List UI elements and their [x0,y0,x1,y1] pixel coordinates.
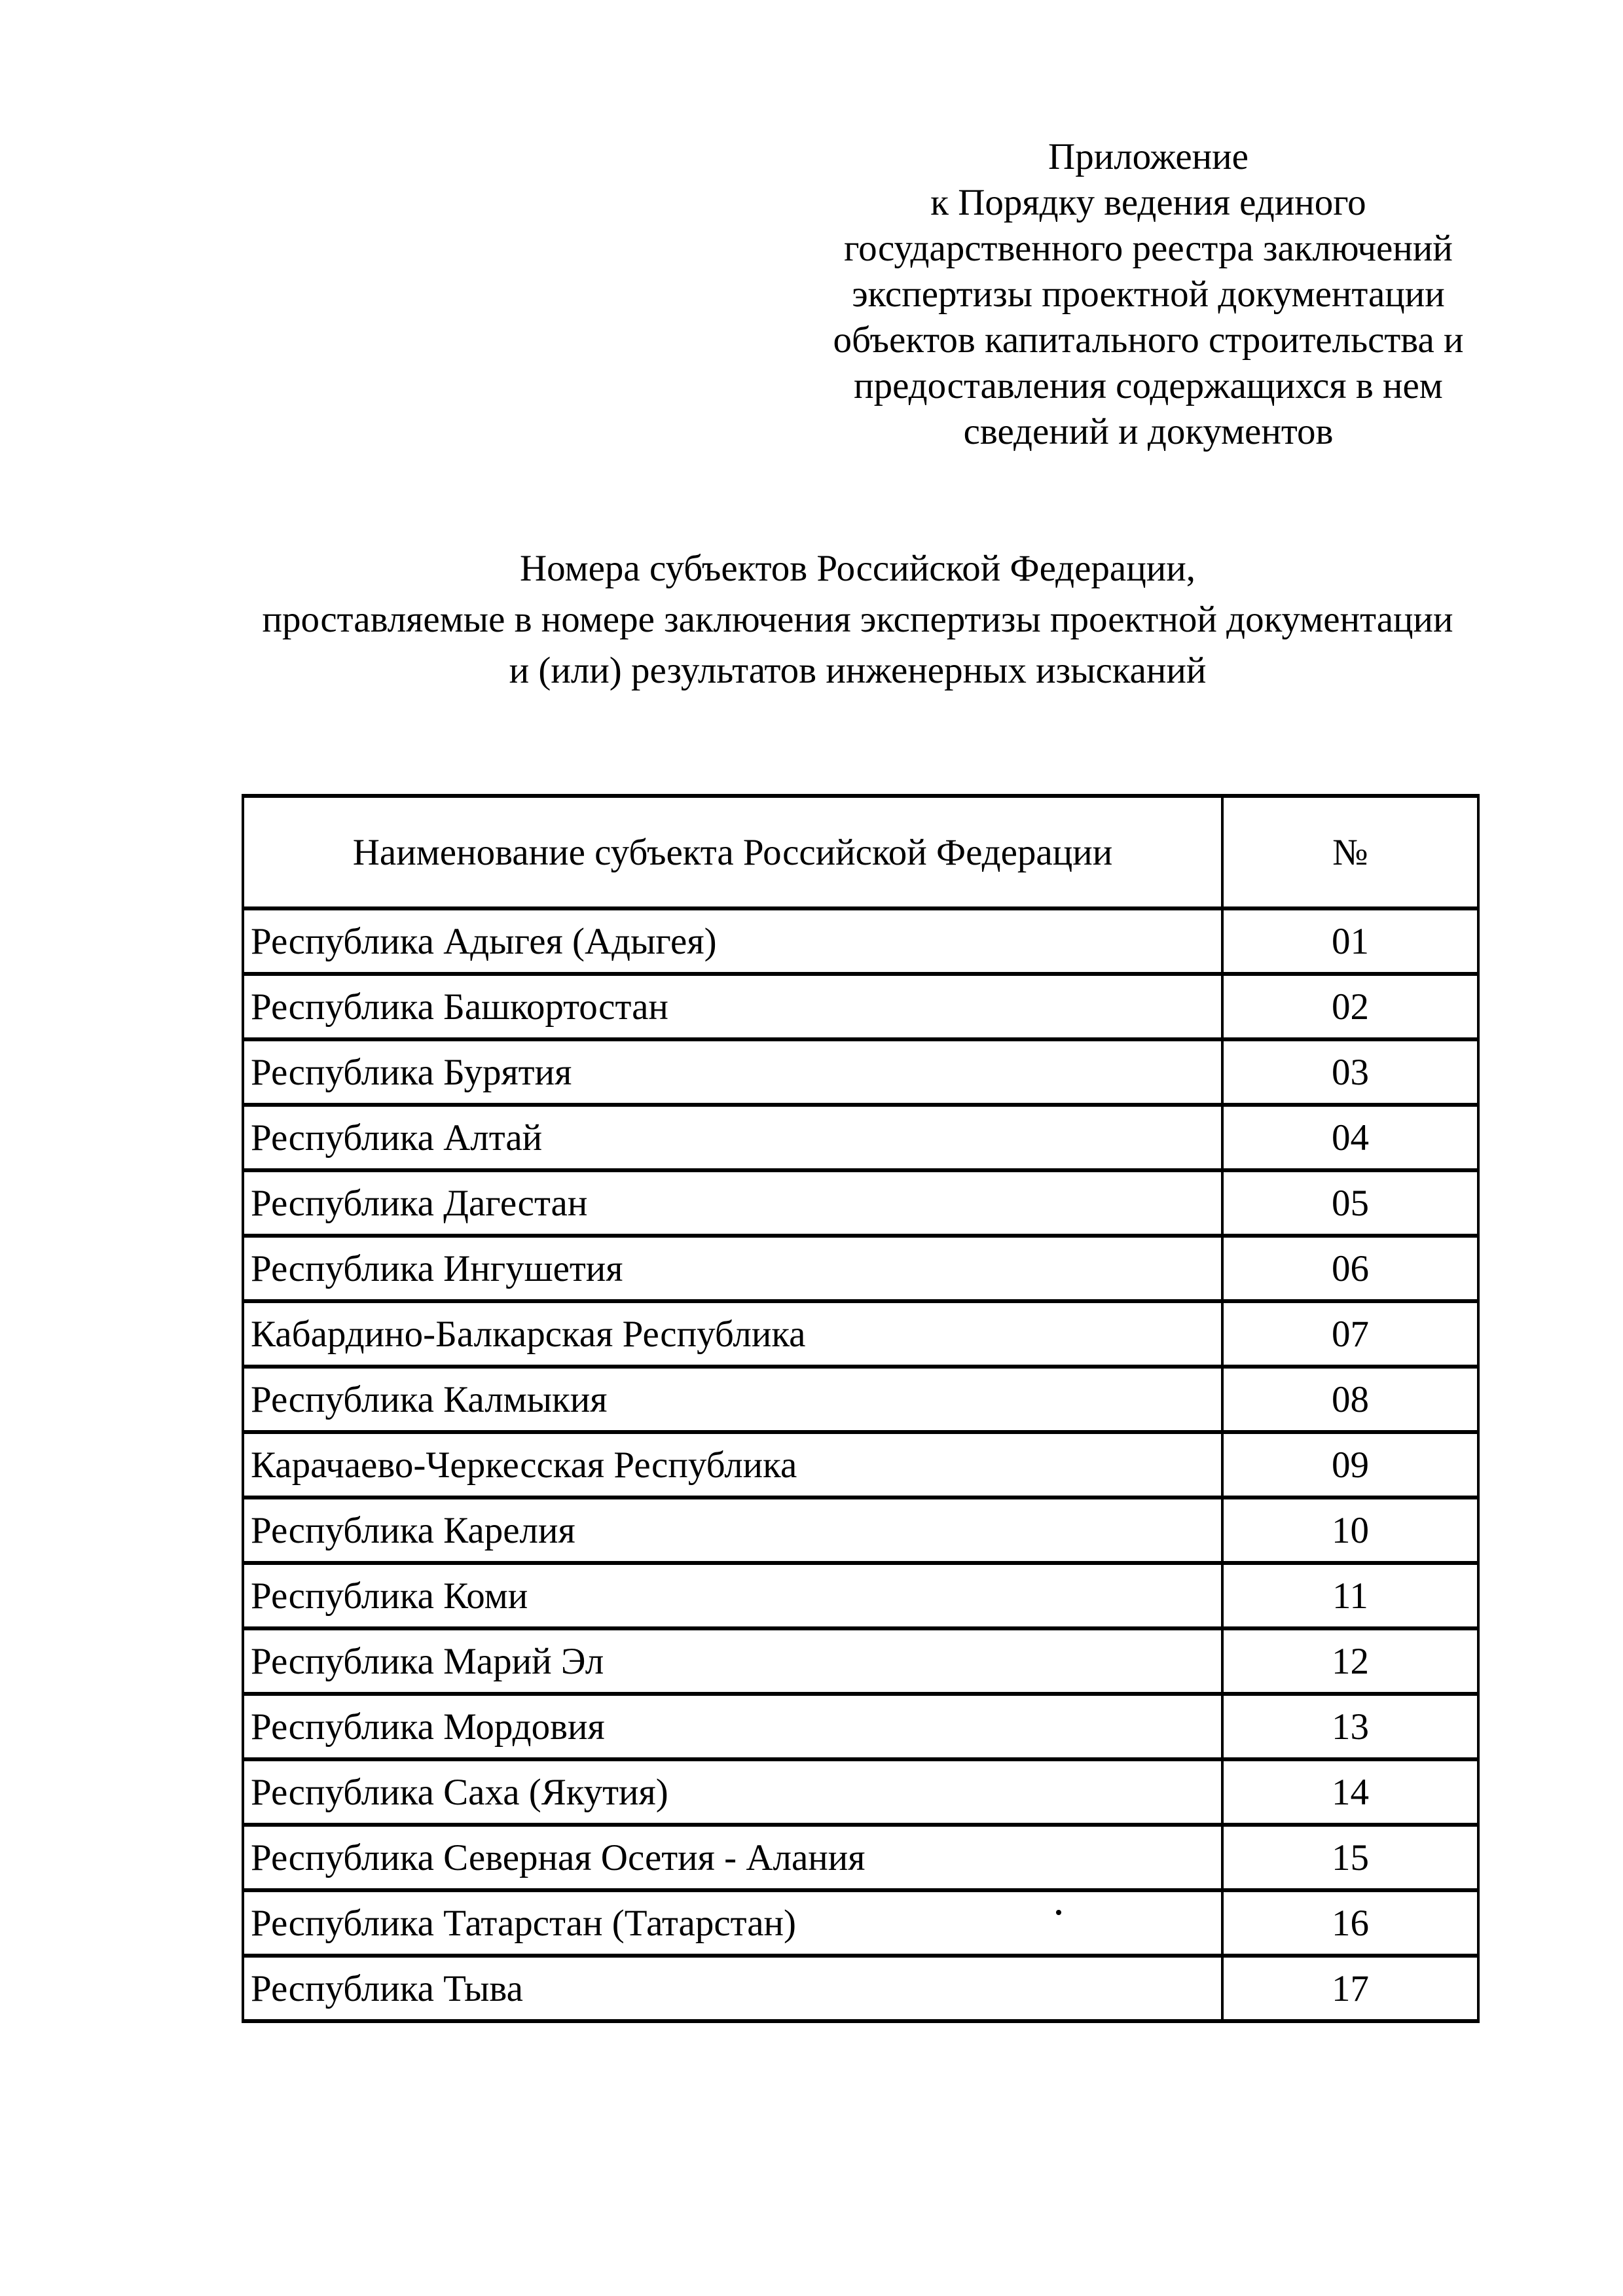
table-row [243,1628,1478,1694]
subject-name-cell: Республика Тыва [243,1956,1222,2021]
subject-number-cell: 02 [1222,974,1478,1039]
subject-name-cell: Республика Татарстан (Татарстан) [243,1890,1222,1956]
subject-number-cell: 09 [1222,1432,1478,1498]
subject-number-cell: 05 [1222,1170,1478,1236]
table-row [243,1105,1478,1170]
table-row [243,1170,1478,1236]
table-row [243,1498,1478,1563]
title-line: проставляемые в номере заключения экспертизы проектной документации [262,599,1453,640]
appendix-line: объектов капитального строительства и [833,319,1464,361]
scan-artifact-dot [1056,1910,1061,1915]
subject-name-cell: Кабардино-Балкарская Республика [243,1301,1222,1367]
table-row [243,1367,1478,1432]
subject-number-cell: 15 [1222,1825,1478,1890]
subject-name-cell: Республика Саха (Якутия) [243,1759,1222,1825]
table-row [243,1825,1478,1890]
subject-number-cell: 10 [1222,1498,1478,1563]
subject-name-cell: Республика Ингушетия [243,1236,1222,1301]
appendix-line: предоставления содержащихся в нем [854,365,1443,406]
subject-name-cell: Республика Северная Осетия - Алания [243,1825,1222,1890]
subject-number-cell: 01 [1222,908,1478,974]
table-row [243,1694,1478,1759]
appendix-line: государственного реестра заключений [844,228,1453,269]
subject-number-cell: 07 [1222,1301,1478,1367]
table-header-row [243,796,1478,908]
subject-name-cell: Республика Алтай [243,1105,1222,1170]
subject-number-cell: 14 [1222,1759,1478,1825]
title-line: Номера субъектов Российской Федерации, [519,548,1195,589]
subjects-table-body [243,908,1478,2021]
table-row [243,1563,1478,1628]
table-row [243,1236,1478,1301]
title-line: и (или) результатов инженерных изысканий [509,650,1207,691]
table-row [243,1759,1478,1825]
subject-name-cell: Республика Бурятия [243,1039,1222,1105]
subject-number-cell: 06 [1222,1236,1478,1301]
subject-name-cell: Республика Марий Эл [243,1628,1222,1694]
subject-number-cell: 12 [1222,1628,1478,1694]
subject-name-cell: Карачаево-Черкесская Республика [243,1432,1222,1498]
appendix-line: Приложение [1048,136,1249,177]
subject-name-cell: Республика Дагестан [243,1170,1222,1236]
column-header-subject-name: Наименование субъекта Российской Федерации [243,796,1222,908]
subject-number-cell: 08 [1222,1367,1478,1432]
subjects-table [242,794,1480,2023]
subject-number-cell: 11 [1222,1563,1478,1628]
table-row [243,1890,1478,1956]
document-title [196,543,1519,696]
subject-number-cell: 04 [1222,1105,1478,1170]
table-row [243,1039,1478,1105]
subject-name-cell: Республика Башкортостан [243,974,1222,1039]
table-row [243,1301,1478,1367]
subject-number-cell: 16 [1222,1890,1478,1956]
table-row [243,1432,1478,1498]
table-row [243,974,1478,1039]
appendix-line: сведений и документов [963,411,1334,452]
table-row [243,1956,1478,2021]
column-header-number: № [1222,796,1478,908]
subject-number-cell: 17 [1222,1956,1478,2021]
subject-number-cell: 03 [1222,1039,1478,1105]
table-row [243,908,1478,974]
subject-name-cell: Республика Мордовия [243,1694,1222,1759]
subject-name-cell: Республика Калмыкия [243,1367,1222,1432]
subject-number-cell: 13 [1222,1694,1478,1759]
appendix-reference-block [830,134,1467,455]
appendix-line: к Порядку ведения единого [930,182,1366,223]
subject-name-cell: Республика Коми [243,1563,1222,1628]
appendix-line: экспертизы проектной документации [852,274,1445,315]
subject-name-cell: Республика Адыгея (Адыгея) [243,908,1222,974]
subject-name-cell: Республика Карелия [243,1498,1222,1563]
